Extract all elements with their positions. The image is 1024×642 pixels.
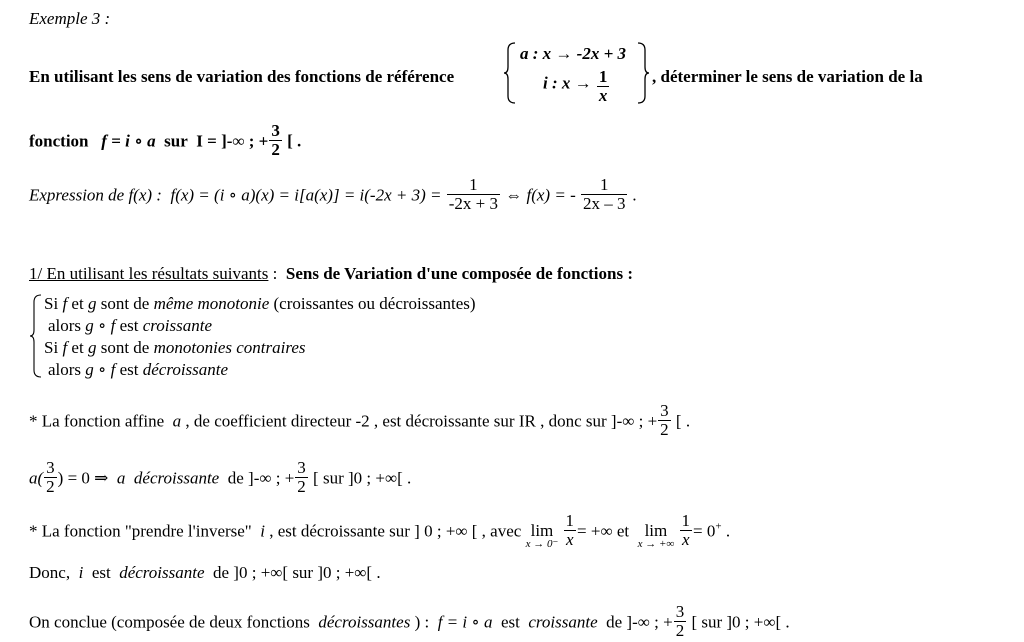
expression-fraction-2 — [581, 176, 628, 213]
conclusion-end: [ sur ]0 ; +∞[ . — [691, 612, 790, 632]
system-a-line — [520, 45, 626, 62]
section1-colon: : — [272, 264, 278, 283]
affine-a: a — [172, 411, 182, 431]
conclusion-text1: On conclue (composée de deux fonctions — [29, 612, 310, 632]
affine-end: [ . — [675, 411, 691, 431]
inverse-eq2: = 0 — [693, 521, 716, 541]
rule3-sont: sont de — [100, 338, 150, 357]
a-value-den: 2 — [46, 476, 55, 496]
right-brace-icon — [636, 41, 650, 105]
affine-text2: , de coefficient directeur -2 , est décroissante sur IR , donc sur ]-∞ ; + — [185, 411, 658, 431]
donc-text2: de ]0 ; +∞[ sur ]0 ; +∞[ . — [213, 563, 381, 582]
affine-line — [29, 401, 691, 441]
system-i-text: i : x → — [543, 73, 592, 93]
rule3-mono: monotonies contraires — [153, 338, 306, 357]
conclusion-dec: décroissantes — [318, 612, 411, 632]
a-value-dec: décroissante — [133, 468, 220, 488]
rule1-mono: même monotonie — [153, 294, 270, 313]
function-def: f = i ∘ a — [101, 131, 156, 151]
a-value-num2: 3 — [297, 458, 306, 477]
expression-label: Expression de f(x) : — [29, 185, 162, 205]
left-brace-icon — [503, 41, 517, 105]
rule2-alors: alors — [48, 316, 82, 335]
intro-text-after: , déterminer le sens de variation de la — [652, 67, 923, 86]
system-a-text: a : x → -2x + 3 — [520, 44, 627, 63]
a-value-de: de ]-∞ ; + — [227, 468, 295, 488]
rule3-si: Si — [44, 338, 59, 357]
conclusion-fraction — [674, 603, 687, 640]
expression-equiv: ⇔ f(x) = - — [505, 185, 576, 205]
conclusion-den: 2 — [675, 620, 685, 640]
a-value-fraction-2 — [295, 459, 308, 496]
conclusion-de: de ]-∞ ; + — [606, 612, 673, 632]
a-value-a2: a — [116, 468, 126, 488]
expression-frac2-den: 2x – 3 — [582, 193, 626, 213]
system-i-line — [543, 66, 610, 103]
expression-frac2-num: 1 — [581, 176, 628, 195]
rule-line-3 — [44, 339, 305, 356]
inverse-frac2-num: 1 — [681, 511, 690, 530]
rule4-alors: alors — [48, 360, 82, 379]
conclusion-num: 3 — [675, 602, 685, 621]
conclusion-text2: ) : — [414, 612, 430, 632]
rule2-res: croissante — [142, 316, 213, 335]
inverse-frac2-den: x — [681, 529, 690, 549]
expression-line — [29, 175, 637, 215]
rule4-res: décroissante — [142, 360, 229, 379]
rule2-est: est — [119, 316, 139, 335]
lim1-sub: x → 0⁻ — [525, 538, 559, 551]
a-value-den2: 2 — [297, 476, 306, 496]
rule1-et: et — [71, 294, 84, 313]
intro-line — [29, 68, 454, 85]
affine-text1: * La fonction affine — [29, 411, 165, 431]
system-i-den: x — [598, 85, 608, 105]
rule-line-1 — [44, 295, 476, 312]
a-value-num: 3 — [46, 458, 55, 477]
donc-est: est — [91, 563, 111, 582]
affine-fraction — [658, 402, 671, 439]
inverse-frac1-num: 1 — [565, 511, 575, 530]
a-value-a: a( — [29, 468, 44, 488]
inverse-eq1: = +∞ et — [577, 521, 630, 541]
rule-line-2 — [48, 317, 212, 334]
function-line — [29, 121, 302, 161]
a-value-fraction — [44, 459, 57, 496]
function-interval-suffix: [ . — [287, 131, 302, 151]
inverse-lim-1 — [526, 522, 559, 551]
rule4-est: est — [119, 360, 139, 379]
rule2-comp: g ∘ f — [85, 316, 116, 335]
function-word: fonction — [29, 131, 89, 151]
inverse-text2: , est décroissante sur ] 0 ; +∞ [ , avec — [269, 521, 522, 541]
inverse-line — [29, 511, 731, 551]
affine-frac-num: 3 — [660, 401, 669, 420]
intro-text-before: En utilisant les sens de variation des fonctions de référence — [29, 67, 455, 86]
function-frac-den: 2 — [271, 139, 280, 159]
function-interval-prefix: I = ]-∞ ; + — [196, 131, 269, 151]
system-i-num: 1 — [598, 67, 608, 86]
donc-line — [29, 564, 381, 581]
section1-heading-line — [29, 265, 633, 282]
expression-frac1-den: -2x + 3 — [448, 193, 498, 213]
affine-frac-den: 2 — [660, 419, 669, 439]
inverse-end: . — [725, 521, 731, 541]
rule1-sont: sont de — [100, 294, 150, 313]
function-fraction — [269, 122, 282, 159]
rule4-comp: g ∘ f — [85, 360, 116, 379]
function-frac-num: 3 — [271, 121, 280, 140]
donc-text1: Donc, — [29, 563, 71, 582]
intro-after-line — [652, 68, 923, 85]
section1-heading: 1/ En utilisant les résultats suivants — [29, 264, 269, 283]
inverse-text1: * La fonction "prendre l'inverse" — [29, 521, 252, 541]
inverse-sup: + — [715, 520, 722, 533]
section1-title: Sens de Variation d'une composée de fonctions : — [285, 264, 634, 283]
donc-i: i — [78, 563, 84, 582]
rule1-g: g — [87, 294, 97, 313]
expression-fraction-1 — [447, 176, 500, 213]
expression-chain: f(x) = (i ∘ a)(x) = i[a(x)] = i(-2x + 3) = — [170, 185, 442, 205]
rule3-et: et — [71, 338, 84, 357]
rule3-g: g — [87, 338, 97, 357]
conclusion-fdef: f = i ∘ a — [437, 612, 493, 632]
lim1-top: lim — [530, 520, 554, 540]
inverse-fraction-2 — [680, 512, 693, 549]
a-value-end: [ sur ]0 ; +∞[ . — [313, 468, 412, 488]
system-i-fraction — [597, 68, 610, 105]
inverse-lim-2 — [638, 522, 675, 551]
conclusion-est: est — [500, 612, 520, 632]
rule1-paren: (croissantes ou décroissantes) — [273, 294, 476, 313]
rule3-f: f — [62, 338, 68, 357]
lim2-sub: x → +∞ — [637, 538, 675, 551]
conclusion-line — [29, 602, 790, 642]
donc-dec: décroissante — [119, 563, 205, 582]
function-sur: sur — [164, 131, 188, 151]
lim2-top: lim — [644, 520, 668, 540]
a-value-line — [29, 458, 412, 498]
rules-brace-icon — [29, 293, 43, 379]
rule1-si: Si — [44, 294, 59, 313]
conclusion-cro: croissante — [528, 612, 598, 632]
example-title: Exemple 3 : — [29, 9, 111, 28]
expression-frac1-num: 1 — [447, 176, 500, 195]
inverse-fraction-1 — [564, 512, 577, 549]
expression-end: . — [632, 185, 637, 205]
rule-line-4 — [48, 361, 228, 378]
rule1-f: f — [62, 294, 68, 313]
inverse-frac1-den: x — [566, 529, 574, 549]
a-value-eq: ) = 0 ⇒ — [57, 468, 109, 488]
inverse-i: i — [260, 521, 265, 541]
